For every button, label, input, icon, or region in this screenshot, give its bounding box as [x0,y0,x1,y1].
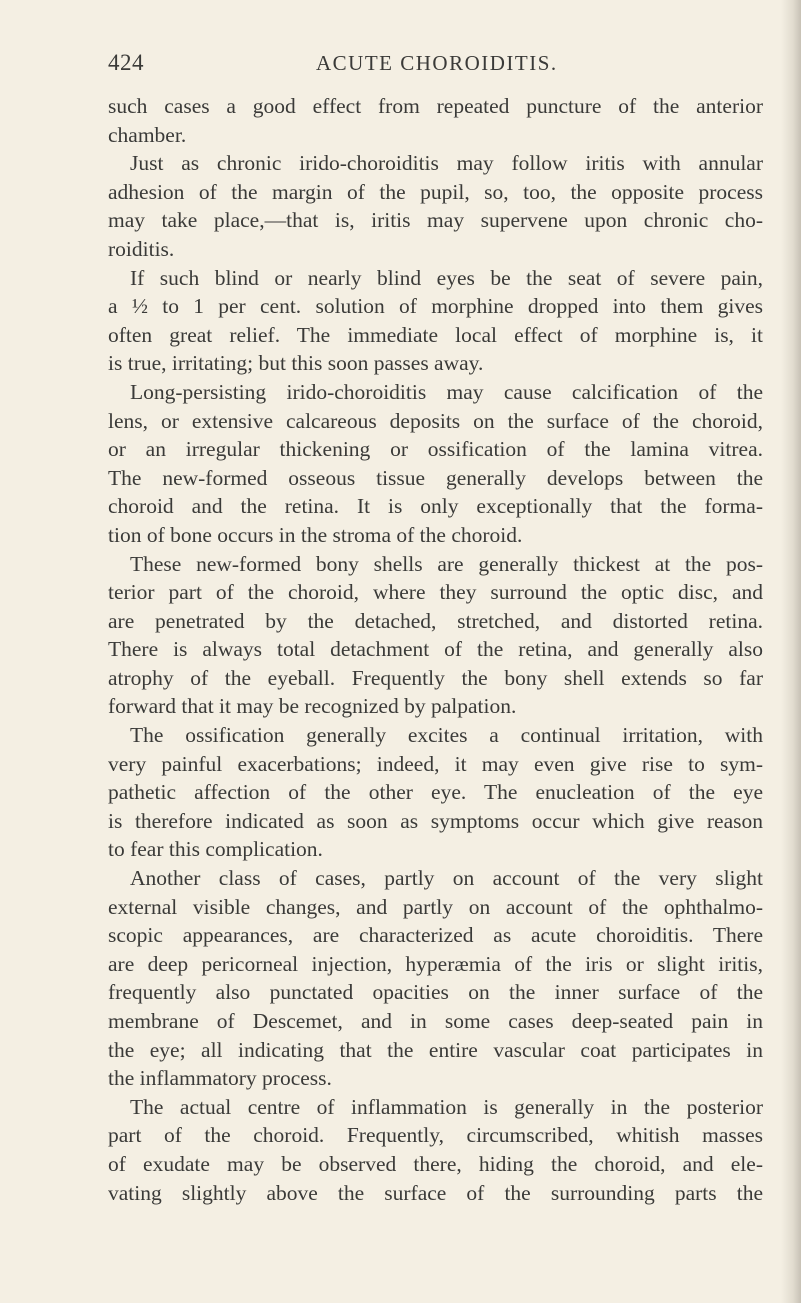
text-line: scopic appearances, are characterized as acute choroiditis. There [108,923,763,948]
text-line: external visible changes, and partly on account of the ophthalmo- [108,894,763,919]
body-text [108,92,763,1207]
running-head [108,50,758,80]
text-line: are deep pericorneal injection, hyperæmia of the iris or slight iritis, [108,951,763,976]
text-line: terior part of the choroid, where they surround the optic disc, and [108,580,763,605]
text-line: are penetrated by the detached, stretched, and distorted retina. [108,608,763,633]
text-line: membrane of Descemet, and in some cases deep-seated pain in [108,1009,763,1033]
text-line: or an irregular thickening or ossification of the lamina vitrea. [108,437,763,462]
text-line: is therefore indicated as soon as symptoms occur which give reason [108,808,763,833]
text-line: tion of bone occurs in the stroma of the choroid. [108,522,523,547]
text-line: Long-persisting irido-choroiditis may cause calcification of the [130,379,763,404]
text-line: roiditis. [108,236,175,261]
text-line: atrophy of the eyeball. Frequently the bony shell extends so far [108,665,763,690]
text-line: pathetic affection of the other eye. The enucleation of the eye [108,780,763,805]
text-line: Another class of cases, partly on account of the very slight [130,866,763,891]
text-line: often great relief. The immediate local effect of morphine is, it [108,322,763,347]
text-line: very painful exacerbations; indeed, it may even give rise to sym- [108,751,763,776]
running-title: ACUTE CHOROIDITIS. [316,51,558,75]
text-line: vating slightly above the surface of the surrounding parts the [108,1180,763,1205]
text-line: choroid and the retina. It is only exceptionally that the forma- [108,494,763,519]
text-line: such cases a good effect from repeated puncture of the anterior [108,94,763,118]
text-line: Just as chronic irido-choroiditis may follow iritis with annular [130,151,763,176]
text-line: forward that it may be recognized by palpation. [108,694,517,719]
text-line: The actual centre of inflammation is generally in the posterior [130,1094,763,1119]
text-line: of exudate may be observed there, hiding the choroid, and ele- [108,1151,763,1176]
text-line: the inflammatory process. [108,1066,332,1091]
text-line: If such blind or nearly blind eyes be the seat of severe pain, [130,265,763,290]
text-line: a ½ to 1 per cent. solution of morphine dropped into them gives [108,294,763,319]
page-number: 424 [108,50,144,75]
text-line: the eye; all indicating that the entire vascular coat participates in [108,1037,763,1062]
text-line: may take place,—that is, iritis may supervene upon chronic cho- [108,208,763,233]
page-edge-shadow [781,0,801,1303]
text-line: lens, or extensive calcareous deposits on the surface of the choroid, [108,408,763,433]
text-line: is true, irritating; but this soon passes away. [108,351,484,376]
text-line: adhesion of the margin of the pupil, so, too, the opposite process [108,179,763,204]
text-line: to fear this complication. [108,837,323,862]
text-line: part of the choroid. Frequently, circumscribed, whitish masses [108,1123,763,1148]
text-line: These new-formed bony shells are generally thickest at the pos- [130,551,763,576]
text-line: The new-formed osseous tissue generally develops between the [108,465,763,490]
text-line: There is always total detachment of the retina, and generally also [108,637,763,662]
text-line: The ossification generally excites a continual irritation, with [130,723,763,748]
text-line: chamber. [108,122,187,147]
text-line: frequently also punctated opacities on the inner surface of the [108,980,763,1005]
